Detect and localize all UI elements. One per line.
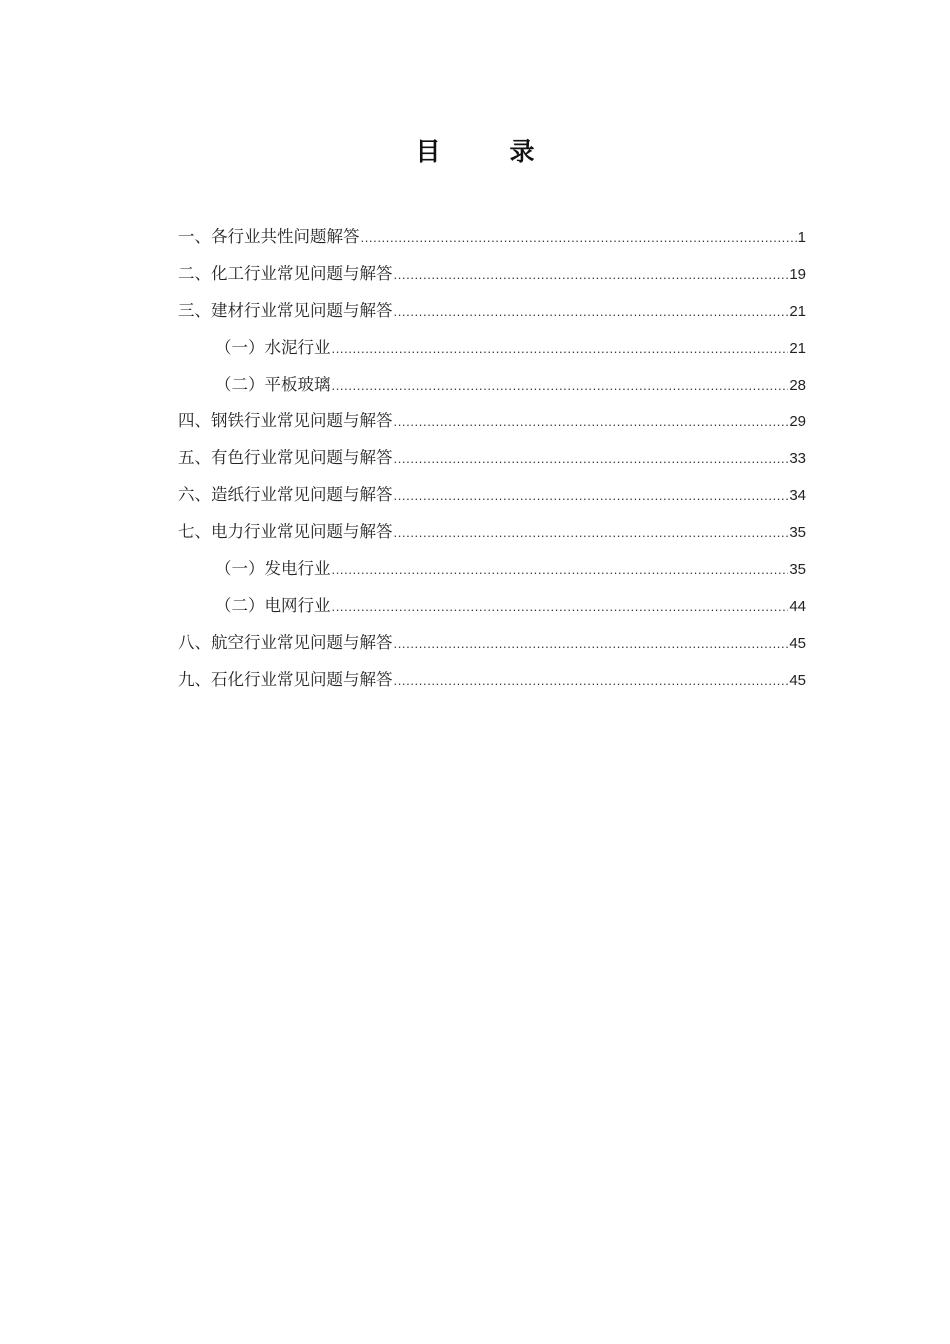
toc-entry-label: 二、化工行业常见问题与解答: [178, 263, 393, 283]
toc-subentry[interactable]: [178, 335, 806, 372]
toc-dot-leader: [332, 373, 789, 399]
toc-entry[interactable]: [178, 224, 806, 261]
toc-dot-leader: [394, 409, 789, 435]
toc-entry-label: （二）电网行业: [215, 595, 331, 615]
toc-dot-leader: [394, 520, 789, 546]
toc-entry-label: 八、航空行业常见问题与解答: [178, 632, 393, 652]
toc-dot-leader: [394, 631, 789, 657]
toc-dot-leader: [394, 668, 789, 694]
toc-dot-leader: [332, 336, 789, 362]
toc-dot-leader: [332, 557, 789, 583]
page-title: 目 录: [415, 137, 557, 166]
toc-page-number: 33: [789, 450, 806, 468]
toc-subentry[interactable]: [178, 556, 806, 593]
toc-page-number: 34: [789, 487, 806, 505]
toc-dot-leader: [394, 299, 789, 325]
toc-page-number: 45: [789, 671, 806, 689]
toc-page-number: 44: [789, 597, 806, 615]
toc-entry-label: 七、电力行业常见问题与解答: [178, 522, 393, 542]
toc-entry-label: 一、各行业共性问题解答: [178, 227, 360, 246]
toc-entry-label: （一）水泥行业: [215, 337, 331, 357]
toc-page-number: 21: [789, 302, 806, 320]
toc-page-number: 28: [789, 376, 806, 394]
toc-page-number: 19: [789, 265, 806, 283]
toc-page-number: 21: [789, 339, 806, 357]
toc-dot-leader: [332, 594, 789, 620]
toc-entry-label: 四、钢铁行业常见问题与解答: [178, 411, 393, 431]
toc-entry-label: 九、石化行业常见问题与解答: [178, 669, 393, 689]
toc-entry[interactable]: [178, 667, 806, 704]
toc-entry[interactable]: [178, 630, 806, 667]
toc-entry-label: 六、造纸行业常见问题与解答: [178, 485, 393, 505]
toc-entry[interactable]: [178, 482, 806, 519]
toc-entry-label: 三、建材行业常见问题与解答: [178, 300, 393, 320]
toc-page-number: 29: [789, 413, 806, 431]
table-of-contents: [178, 224, 806, 704]
toc-entry[interactable]: [178, 445, 806, 482]
toc-entry[interactable]: [178, 298, 806, 335]
toc-page-number: 1: [797, 229, 806, 246]
toc-entry[interactable]: [178, 261, 806, 298]
toc-entry[interactable]: [178, 408, 806, 445]
toc-entry-label: （一）发电行业: [215, 559, 331, 579]
toc-entry[interactable]: [178, 519, 806, 556]
toc-dot-leader: [394, 446, 789, 472]
toc-dot-leader: [394, 483, 789, 509]
toc-page-number: 35: [789, 561, 806, 579]
toc-page-number: 45: [789, 634, 806, 652]
toc-entry-label: （二）平板玻璃: [215, 374, 331, 394]
toc-dot-leader: [394, 262, 789, 288]
toc-subentry[interactable]: [178, 593, 806, 630]
toc-entry-label: 五、有色行业常见问题与解答: [178, 448, 393, 468]
toc-dot-leader: [361, 225, 797, 251]
toc-subentry[interactable]: [178, 372, 806, 409]
toc-page-number: 35: [789, 524, 806, 542]
